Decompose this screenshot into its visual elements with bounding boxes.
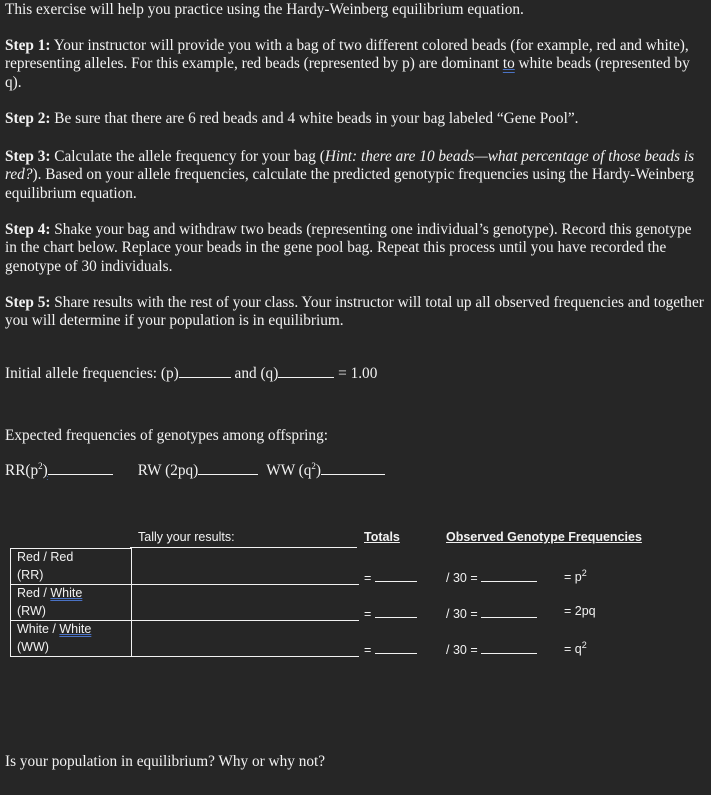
tally-header: Tally your results: xyxy=(138,530,235,544)
genotype-table xyxy=(10,548,359,657)
equilibrium-question: Is your population in equilibrium? Why or why not? xyxy=(5,753,326,770)
step-2: Step 2: Be sure that there are 6 red beads and 4 white beads in your bag labeled “Gene Pool”. xyxy=(5,110,579,127)
q-blank[interactable] xyxy=(278,364,334,378)
rw-blank[interactable] xyxy=(198,461,258,475)
p-blank[interactable] xyxy=(179,364,231,378)
step-4: Step 4: Shake your bag and withdraw two beads (representing one individual’s genotype). Record this genotype in the chart below. Replace your beads in the gene pool bag. Repeat this process until you have recorded the genotype of 30 individuals. xyxy=(5,221,692,275)
step-5: Step 5: Share results with the rest of your class. Your instructor will total up all observed frequencies and together you will determine if your population is in equilibrium. xyxy=(5,294,704,330)
step-1: Step 1: Your instructor will provide you with a bag of two different colored beads (for example, red and white), representing alleles. For this example, red beads (represented by p) are dominant to white beads (represented by q). xyxy=(5,37,690,91)
freq-blank[interactable] xyxy=(481,604,537,618)
total-blank[interactable] xyxy=(375,568,417,582)
row-rw-calc: = / 30 = = 2pq xyxy=(364,604,596,621)
expected-title: Expected frequencies of genotypes among offspring: xyxy=(5,427,328,444)
table-row: Red / Red (RR) xyxy=(11,549,360,585)
table-row: White / White (WW) xyxy=(11,621,360,657)
ww-blank[interactable] xyxy=(321,461,385,475)
intro-text: This exercise will help you practice using the Hardy-Weinberg equilibrium equation. xyxy=(5,1,524,18)
totals-header: Totals xyxy=(364,530,400,544)
total-blank[interactable] xyxy=(375,604,417,618)
step-3: Step 3: Calculate the allele frequency for your bag (Hint: there are 10 beads—what percentage of those beads is red?). Based on your allele frequencies, calculate the predicted genotypic frequencies using the Hardy-Weinberg equilibrium equation. xyxy=(5,148,695,202)
table-row: Red / White (RW) xyxy=(11,585,360,621)
expected-genotypes: $RR(p^2)$ RW (2pq) WW $(q^2)$ xyxy=(5,457,705,480)
freq-blank[interactable] xyxy=(481,640,537,654)
total-blank[interactable] xyxy=(375,640,417,654)
row-ww-calc: = / 30 = = $q^2$ xyxy=(364,640,587,657)
initial-frequencies: Initial allele frequencies: (p) and (q) = 1.00 xyxy=(5,365,378,382)
observed-header: Observed Genotype Frequencies xyxy=(446,530,642,544)
row-rr-calc: = / 30 = = $p^2$ xyxy=(364,568,587,585)
tally-cell-rw[interactable] xyxy=(132,585,360,621)
rr-blank[interactable] xyxy=(48,461,113,475)
freq-blank[interactable] xyxy=(481,568,537,582)
tally-cell-ww[interactable] xyxy=(132,621,360,657)
tally-cell-rr[interactable] xyxy=(132,549,360,585)
